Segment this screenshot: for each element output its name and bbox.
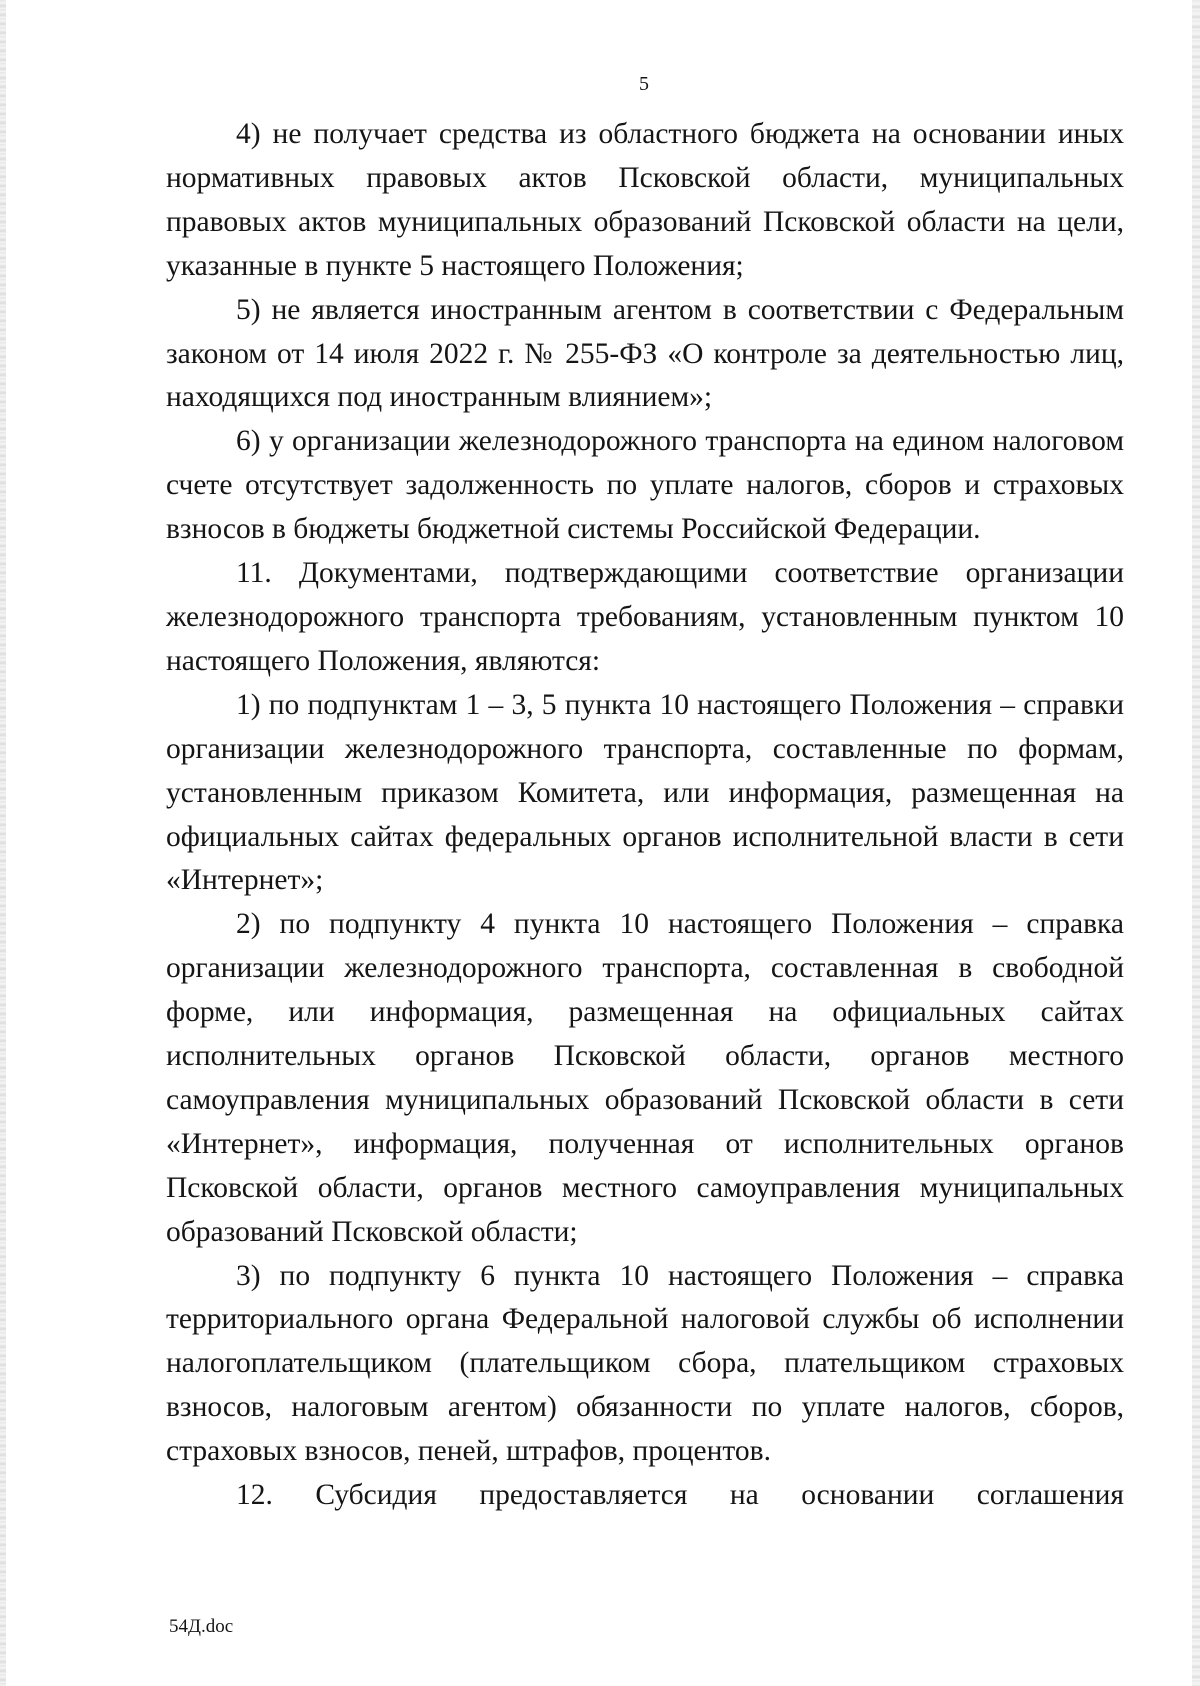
paragraph-subitem-3: 3) по подпункту 6 пункта 10 настоящего Положения – справка территориального органа Федеральной налоговой службы об исполнении налогоплательщиком (плательщиком сбора, плательщиком страховых взносов, налоговым агентом) обязанности по уплате налогов, сборов, страховых взносов, пеней, штрафов, процентов.: [166, 1259, 1124, 1468]
footer-file-name: 54Д.doc: [169, 1616, 234, 1637]
paragraph-item-5: 5) не является иностранным агентом в соответствии с Федеральным законом от 14 июля 2022 г. № 255-ФЗ «О контроле за деятельностью лиц, находящихся под иностранным влиянием»;: [166, 293, 1124, 414]
paragraph-subitem-1: 1) по подпунктам 1 – 3, 5 пункта 10 настоящего Положения – справки организации железнодорожного транспорта, составленные по формам, установленным приказом Комитета, или информация, размещенная на официальных сайтах федеральных органов исполнительной власти в сети «Интернет»;: [166, 688, 1124, 897]
document-body: [166, 113, 1124, 1518]
page-number: 5: [639, 73, 649, 95]
paragraph-item-4: 4) не получает средства из областного бюджета на основании иных нормативных правовых актов Псковской области, муниципальных правовых актов муниципальных образований Псковской области на цели, указанные в пункте 5 настоящего Положения;: [166, 118, 1124, 282]
paragraph-item-6: 6) у организации железнодорожного транспорта на едином налоговом счете отсутствует задолженность по уплате налогов, сборов и страховых взносов в бюджеты бюджетной системы Российской Федерации.: [166, 425, 1124, 546]
scan-edge-right: [1192, 0, 1200, 1686]
paragraph-clause-12: 12. Субсидия предоставляется на основании соглашения: [236, 1479, 1124, 1512]
paragraph-subitem-2: 2) по подпункту 4 пункта 10 настоящего Положения – справка организации железнодорожного транспорта, составленная в свободной форме, или информация, размещенная на официальных сайтах исполнительных органов Псковской области, органов местного самоуправления муниципальных образований Псковской области в сети «Интернет», информация, полученная от исполнительных органов Псковской области, органов местного самоуправления муниципальных образований Псковской области;: [166, 908, 1124, 1248]
paragraph-clause-11: 11. Документами, подтверждающими соответствие организации железнодорожного транспорта требованиям, установленным пунктом 10 настоящего Положения, являются:: [166, 557, 1124, 677]
scan-edge-left: [0, 0, 6, 1686]
